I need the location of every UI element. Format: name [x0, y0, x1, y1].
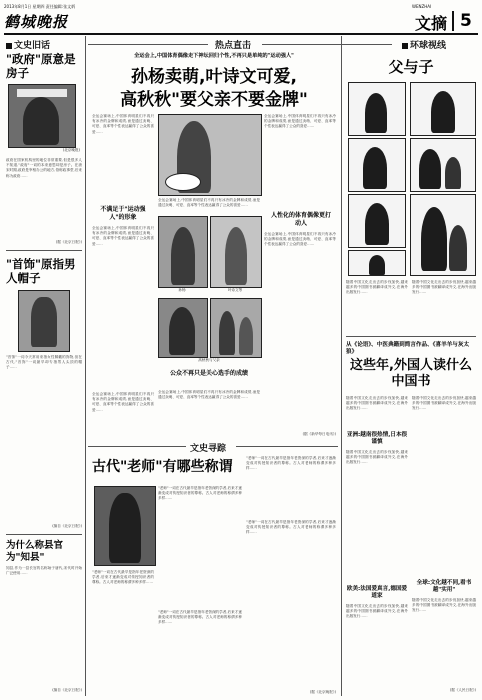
hot-story-body: 全运会赛场上,中国体育明星们不再只有冰冷的金牌和成绩,而是通过卖萌、可爱、直率等个性表达赢得了公众的喜爱……: [92, 226, 154, 246]
global-story-kicker: 从《论语》、中医典籍到简言作品、《喜羊羊与灰太狼》: [346, 342, 470, 355]
divider: [6, 250, 82, 251]
cartoon-panel-7: [348, 250, 406, 276]
culture-story-body: "老师"一词在古代最早是指年老资深的学者,后来才逐渐变成对传授知识者的尊称。古人对老师的称谓多种多样……: [246, 456, 336, 471]
hot-story-photo-5: [210, 298, 262, 358]
photo-caption: 高秋秋与父亲: [198, 358, 220, 362]
hot-story-subhead-1: 不满足于"运动强人"的形象: [100, 206, 146, 221]
hot-story-body: 全运会赛场上,中国体育明星们不再只有冰冷的金牌和成绩,而是通过卖萌、可爱、直率等个性表达赢得了公众的喜爱……: [158, 390, 260, 400]
divider: [346, 336, 476, 337]
global-story-body: 随着中国文化走出去的步伐加快,越来越多的中国图书被翻译成外文,在海外出版发行……: [346, 604, 408, 619]
culture-story-headline: 古代"老师"有哪些称谓: [92, 459, 233, 475]
section-rule-bottom-right: [236, 446, 338, 447]
hot-story-body: 全运会赛场上,中国体育明星们不再只有冰冷的金牌和成绩,而是通过卖萌、可爱、直率等个性表达赢得了公众的喜爱……: [92, 392, 154, 412]
section-tag-right: 环球视线: [402, 38, 446, 51]
global-story-subhead-2: 欧美:法国爱真言,德国爱道家: [346, 586, 408, 599]
story-source: (摘自《北京日报》): [52, 524, 82, 528]
hot-story-body: 全运会赛场上,中国体育明星们不再只有冰冷的金牌和成绩,而是通过卖萌、可爱、直率等个性表达赢得了公众的喜爱……: [158, 198, 260, 208]
cartoon-panel-6: [410, 194, 476, 276]
cartoon-panel-2: [410, 82, 476, 136]
divider: [6, 534, 82, 535]
hot-story-source: (据《新华每日电讯》): [302, 432, 336, 436]
global-story-body: 随着中国文化走出去的步伐加快,越来越多的中国图书被翻译成外文,在海外出版发行……: [346, 450, 408, 465]
global-story-source: (据《人民日报》): [449, 688, 476, 692]
story-source: (摘自《北京日报》): [52, 688, 82, 692]
global-story-body: 随着中国文化走出去的步伐加快,越来越多的中国图书被翻译成外文,在海外出版发行……: [346, 396, 408, 411]
cartoon-panel-3: [348, 138, 406, 192]
culture-story-body: "老师"一词在古代最早是指年老资深的学者,后来才逐渐变成对传授知识者的尊称。古人对老师的称谓多种多样……: [92, 570, 154, 585]
story-body-zhixian: 知县,作为一县长官的名称始于唐代,宋代时开始广泛使用……: [6, 566, 82, 576]
hot-story-photo-3: [210, 216, 262, 288]
cartoon-panel-5: [348, 194, 406, 248]
hot-story-subhead-2: 人性化的体育偶像更打动人: [270, 212, 331, 227]
section-rule-center: [88, 44, 208, 45]
column-divider-left: [85, 36, 86, 696]
global-story-title-fuyuzi: 父与子: [388, 58, 434, 76]
hot-story-headline-2: 高秋秋"要父亲不要金牌": [120, 90, 308, 110]
global-story-body: 随着中国文化走出去的步伐加快,越来越多的中国图书被翻译成外文,在海外出版发行……: [412, 598, 476, 613]
page-number: 5: [460, 11, 472, 31]
story-title-shoushi: "首饰"原指男人帽子: [6, 257, 76, 285]
masthead-web: WENZHAI: [412, 4, 432, 9]
photo-caption: 孙杨: [178, 288, 186, 292]
global-story-body: 随着中国文化走出去的步伐加快,越来越多的中国图书被翻译成外文,在海外出版发行……: [346, 280, 408, 295]
culture-story-body: "老师"一词在古代最早是指年老资深的学者,后来才逐渐变成对传授知识者的尊称。古人对老师的称谓多种多样……: [158, 610, 242, 625]
story-title-zhengfu: "政府"原意是房子: [6, 52, 76, 80]
global-story-headline: 这些年,外国人读什么中国书: [350, 358, 472, 389]
masthead-rule: [4, 33, 478, 35]
section-tag-center: 热点直击: [215, 41, 252, 51]
page-number-box: [452, 11, 476, 31]
story-body-zhengfu: 政府在国家机构里的地位非常重要,但是很多人不知道,"政府"一词的本来意思却是房子。在唐宋时期,政府是宰相办公的地方,俗称政事堂,后来称为政府……: [6, 158, 82, 178]
hot-story-photo-4: [158, 298, 208, 358]
culture-story-body: "老师"一词在古代最早是指年老资深的学者,后来才逐渐变成对传授知识者的尊称。古人对老师的称谓多种多样……: [158, 486, 242, 501]
hot-story-photo-main: [158, 114, 262, 196]
photo-caption: 叶诗文等: [227, 288, 243, 292]
hot-story-headline-1: 孙杨卖萌,叶诗文可爱,: [131, 67, 297, 87]
cartoon-panel-4: [410, 138, 476, 192]
page-title: 文摘: [415, 14, 448, 33]
section-rule-bottom: [88, 446, 186, 447]
global-story-subhead-3: 全球:文化越不同,看书越"实用": [416, 580, 472, 593]
story-image-zhengfu: [8, 84, 76, 148]
hot-story-body: 全运会赛场上,中国体育明星们不再只有冰冷的金牌和成绩,而是通过卖萌、可爱、直率等个性表达赢得了公众的喜爱……: [264, 232, 336, 247]
section-marker-icon: [402, 43, 408, 49]
newspaper-logo: 鹤城晚报: [4, 13, 69, 31]
section-marker-icon: [6, 43, 12, 49]
hot-story-body-col3: 全运会赛场上,中国体育明星们不再只有冰冷的金牌和成绩,而是通过卖萌、可爱、直率等个性表达赢得了公众的喜爱……: [264, 114, 336, 129]
story-source: (据《北京日报》): [55, 240, 82, 244]
culture-story-image: [94, 486, 156, 566]
global-story-body: 随着中国文化走出去的步伐加快,越来越多的中国图书被翻译成外文,在海外出版发行……: [412, 280, 476, 295]
section-tag-bottom: 文史寻踪: [190, 444, 227, 454]
hot-story-photo-2: [158, 216, 208, 288]
hot-story-kicker: 全运会上,中国体育偶像走下神坛回归个性,不再只是单纯的"运动强人": [134, 53, 294, 59]
story-body-shoushi: "首饰"一词今天常用来指女性佩戴的饰物,但在古代,"首饰"一词最早却专指男人头顶的帽子……: [6, 355, 82, 370]
image-caption: (北京晚报): [62, 148, 80, 152]
column-divider-right: [341, 36, 342, 696]
section-rule-center-right: [262, 44, 392, 45]
global-story-subhead-1: 亚洲:越南很热情,日本很谨慎: [346, 432, 408, 445]
culture-story-source: (据《北京晚报》): [309, 690, 336, 694]
cartoon-panel-1: [348, 82, 406, 136]
hot-story-subhead-3: 公众不再只是关心选手的成绩: [169, 370, 248, 377]
masthead-date: 2013年8月1日 星期四 责任编辑:张文炳: [4, 4, 76, 9]
global-story-body: 随着中国文化走出去的步伐加快,越来越多的中国图书被翻译成外文,在海外出版发行……: [412, 396, 476, 411]
section-tag-left: 文史旧话: [6, 38, 50, 51]
story-image-shoushi: [18, 290, 70, 352]
story-title-zhixian: 为什么称县官为"知县": [6, 540, 64, 563]
hot-story-body-col1: 全运会赛场上,中国体育明星们不再只有冰冷的金牌和成绩,而是通过卖萌、可爱、直率等个性表达赢得了公众的喜爱……: [92, 114, 154, 134]
culture-story-body: "老师"一词在古代最早是指年老资深的学者,后来才逐渐变成对传授知识者的尊称。古人对老师的称谓多种多样……: [246, 520, 336, 535]
